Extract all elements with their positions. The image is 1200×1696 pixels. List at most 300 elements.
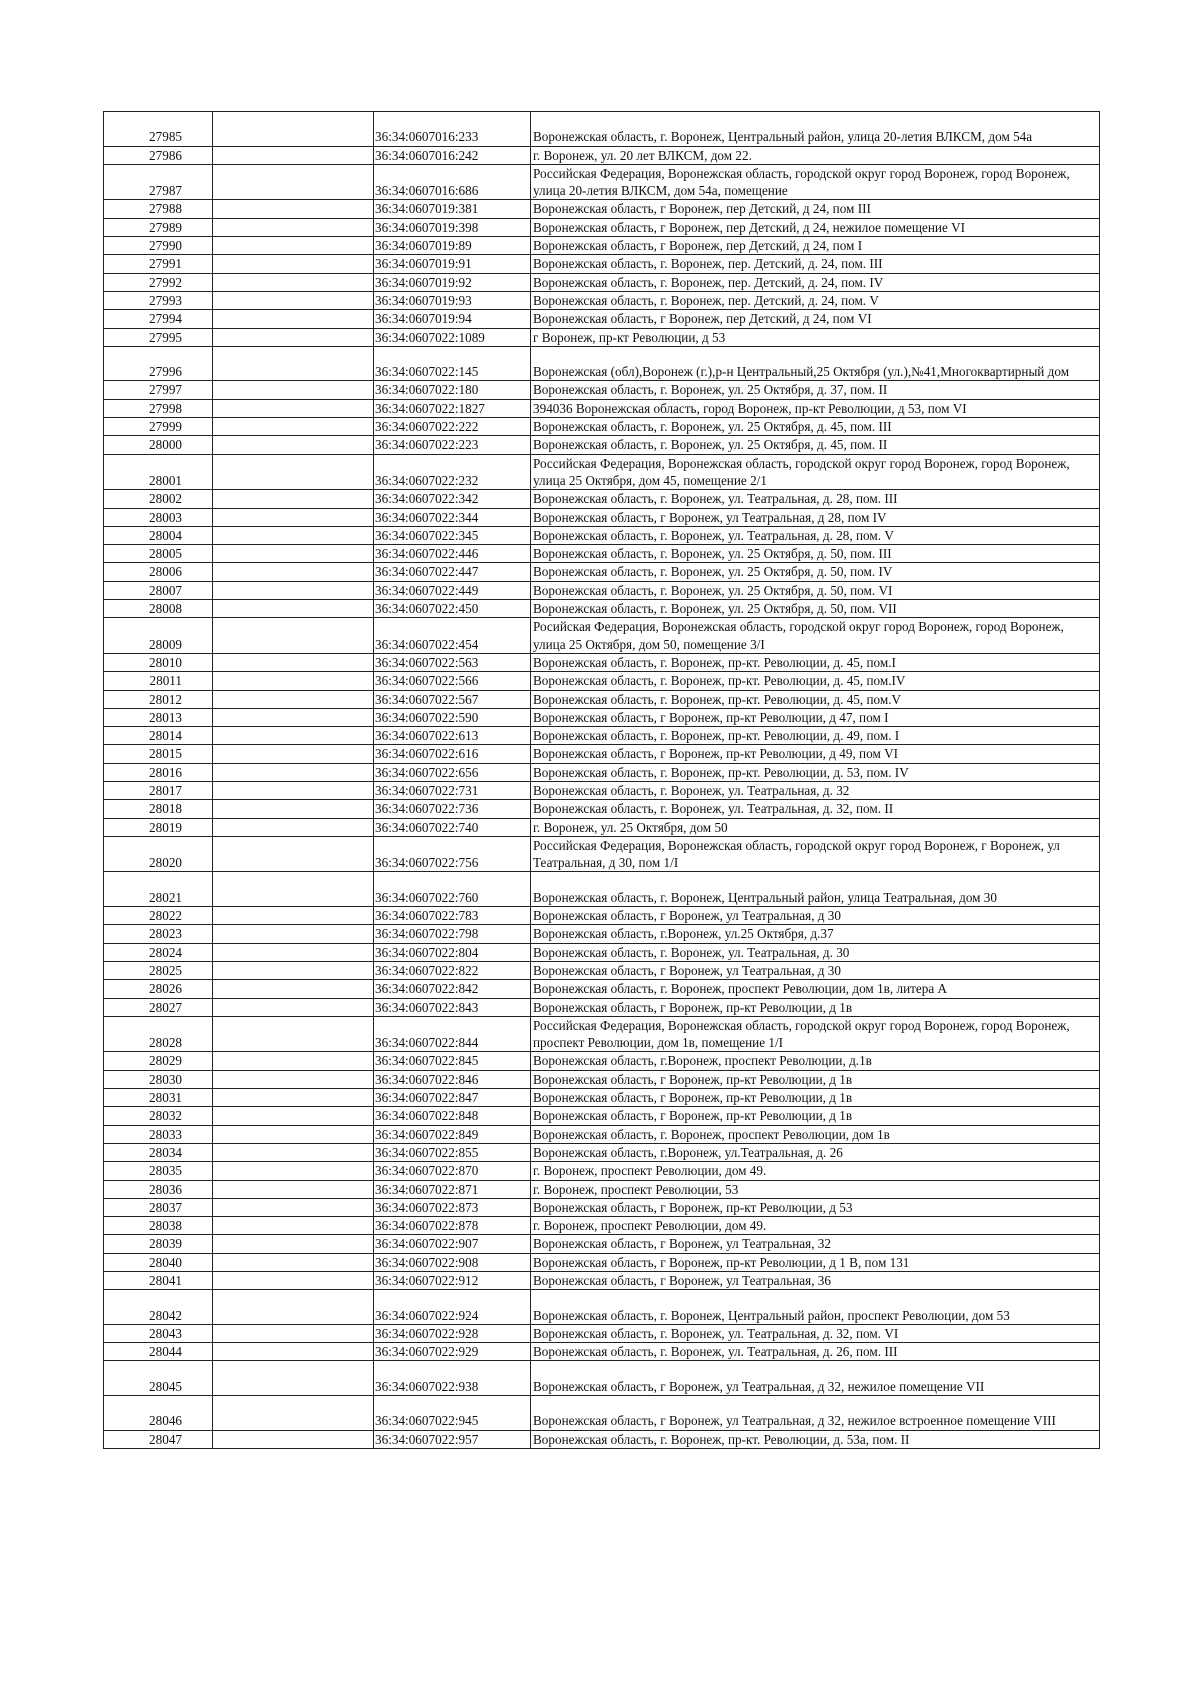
table-row <box>104 1430 1100 1448</box>
empty-cell <box>213 346 374 381</box>
empty-cell <box>213 1198 374 1216</box>
table-row <box>104 980 1100 998</box>
table-row <box>104 1198 1100 1216</box>
cadastral-number-cell: 36:34:0607022:938 <box>374 1361 531 1396</box>
table-row <box>104 508 1100 526</box>
row-number-cell: 28043 <box>104 1324 213 1342</box>
address-cell: Воронежская область, г. Воронеж, ул. 25 Октября, д. 50, пом. VI <box>531 581 1100 599</box>
table-row <box>104 291 1100 309</box>
row-number-cell: 27993 <box>104 291 213 309</box>
cadastral-number-cell: 36:34:0607022:957 <box>374 1430 531 1448</box>
empty-cell <box>213 745 374 763</box>
table-row <box>104 1089 1100 1107</box>
address-cell: Воронежская область, г Воронеж, пр-кт Революции, д 1в <box>531 1107 1100 1125</box>
address-cell: Воронежская область, г Воронеж, пр-кт Революции, д 49, пом VI <box>531 745 1100 763</box>
cadastral-number-cell: 36:34:0607022:924 <box>374 1290 531 1325</box>
cadastral-number-cell: 36:34:0607022:454 <box>374 618 531 654</box>
row-number-cell: 27988 <box>104 200 213 218</box>
row-number-cell: 28023 <box>104 925 213 943</box>
row-number-cell: 28015 <box>104 745 213 763</box>
cadastral-number-cell: 36:34:0607022:1089 <box>374 328 531 346</box>
table-row <box>104 1396 1100 1431</box>
cadastral-number-cell: 36:34:0607022:907 <box>374 1235 531 1253</box>
empty-cell <box>213 1125 374 1143</box>
cadastral-number-cell: 36:34:0607022:447 <box>374 563 531 581</box>
row-number-cell: 28041 <box>104 1272 213 1290</box>
table-row <box>104 1070 1100 1088</box>
address-cell: Воронежская область, г. Воронеж, ул. 25 Октября, д. 45, пом. II <box>531 436 1100 454</box>
empty-cell <box>213 112 374 147</box>
empty-cell <box>213 563 374 581</box>
empty-cell <box>213 800 374 818</box>
empty-cell <box>213 600 374 618</box>
empty-cell <box>213 1162 374 1180</box>
cadastral-number-cell: 36:34:0607022:756 <box>374 836 531 872</box>
table-row <box>104 146 1100 164</box>
table-row <box>104 1016 1100 1052</box>
table-row <box>104 218 1100 236</box>
table-row <box>104 998 1100 1016</box>
row-number-cell: 28003 <box>104 508 213 526</box>
table-row <box>104 273 1100 291</box>
address-cell: Воронежская область, г Воронеж, ул Театральная, д 30 <box>531 907 1100 925</box>
cadastral-number-cell: 36:34:0607022:223 <box>374 436 531 454</box>
cadastral-number-cell: 36:34:0607019:89 <box>374 237 531 255</box>
empty-cell <box>213 1396 374 1431</box>
empty-cell <box>213 1235 374 1253</box>
cadastral-number-cell: 36:34:0607022:871 <box>374 1180 531 1198</box>
table-row <box>104 1162 1100 1180</box>
table-row <box>104 872 1100 907</box>
cadastral-number-cell: 36:34:0607022:590 <box>374 708 531 726</box>
address-cell: Воронежская область, г Воронеж, пр-кт Революции, д 1в <box>531 1089 1100 1107</box>
table-row <box>104 1052 1100 1070</box>
table-row <box>104 672 1100 690</box>
empty-cell <box>213 961 374 979</box>
empty-cell <box>213 872 374 907</box>
cadastral-number-cell: 36:34:0607022:929 <box>374 1343 531 1361</box>
address-cell: Воронежская область, г. Воронеж, ул. Театральная, д. 30 <box>531 943 1100 961</box>
address-cell: Воронежская область, г. Воронеж, ул. Театральная, д. 32, пом. VI <box>531 1324 1100 1342</box>
cadastral-number-cell: 36:34:0607022:760 <box>374 872 531 907</box>
address-cell: Воронежская область, г. Воронеж, пер. Детский, д. 24, пом. IV <box>531 273 1100 291</box>
cadastral-number-cell: 36:34:0607022:870 <box>374 1162 531 1180</box>
row-number-cell: 28046 <box>104 1396 213 1431</box>
row-number-cell: 28028 <box>104 1016 213 1052</box>
table-row <box>104 255 1100 273</box>
table-row <box>104 600 1100 618</box>
table-row <box>104 781 1100 799</box>
address-cell: Воронежская область, г Воронеж, пер Детский, д 24, нежилое помещение VI <box>531 218 1100 236</box>
cadastral-number-cell: 36:34:0607022:232 <box>374 454 531 490</box>
table-row <box>104 690 1100 708</box>
address-cell: Воронежская область, г. Воронеж, ул. 25 Октября, д. 50, пом. VII <box>531 600 1100 618</box>
empty-cell <box>213 291 374 309</box>
cadastral-number-cell: 36:34:0607016:686 <box>374 164 531 200</box>
address-cell: Воронежская область, г. Воронеж, пр-кт. Революции, д. 45, пом.I <box>531 653 1100 671</box>
empty-cell <box>213 526 374 544</box>
row-number-cell: 27998 <box>104 399 213 417</box>
cadastral-number-cell: 36:34:0607022:567 <box>374 690 531 708</box>
row-number-cell: 28007 <box>104 581 213 599</box>
cadastral-number-cell: 36:34:0607019:381 <box>374 200 531 218</box>
cadastral-number-cell: 36:34:0607022:344 <box>374 508 531 526</box>
cadastral-number-cell: 36:34:0607022:849 <box>374 1125 531 1143</box>
row-number-cell: 28021 <box>104 872 213 907</box>
table-row <box>104 1107 1100 1125</box>
empty-cell <box>213 653 374 671</box>
address-cell: Воронежская область, г. Воронеж, ул. 25 Октября, д. 50, пом. IV <box>531 563 1100 581</box>
row-number-cell: 28036 <box>104 1180 213 1198</box>
empty-cell <box>213 218 374 236</box>
table-row <box>104 1343 1100 1361</box>
address-cell: Воронежская область, г Воронеж, ул Театральная, д 32, нежилое встроенное помещение VIII <box>531 1396 1100 1431</box>
address-cell: Воронежская область, г Воронеж, пер Детский, д 24, пом III <box>531 200 1100 218</box>
table-row <box>104 1324 1100 1342</box>
empty-cell <box>213 727 374 745</box>
row-number-cell: 28012 <box>104 690 213 708</box>
register-table <box>103 111 1100 1449</box>
row-number-cell: 28047 <box>104 1430 213 1448</box>
row-number-cell: 28045 <box>104 1361 213 1396</box>
cadastral-number-cell: 36:34:0607022:740 <box>374 818 531 836</box>
empty-cell <box>213 836 374 872</box>
cadastral-number-cell: 36:34:0607022:656 <box>374 763 531 781</box>
row-number-cell: 28016 <box>104 763 213 781</box>
row-number-cell: 27992 <box>104 273 213 291</box>
address-cell: Росийская Федерация, Воронежская область, городской округ город Воронеж, город Воронеж, улица 25 Октября, дом 50, помещение 3/I <box>531 618 1100 654</box>
row-number-cell: 28022 <box>104 907 213 925</box>
row-number-cell: 28042 <box>104 1290 213 1325</box>
table-row <box>104 727 1100 745</box>
empty-cell <box>213 581 374 599</box>
empty-cell <box>213 1290 374 1325</box>
empty-cell <box>213 708 374 726</box>
cadastral-number-cell: 36:34:0607022:908 <box>374 1253 531 1271</box>
empty-cell <box>213 1253 374 1271</box>
empty-cell <box>213 1052 374 1070</box>
table-row <box>104 490 1100 508</box>
address-cell: Воронежская область, г. Воронеж, Центральный район, проспект Революции, дом 53 <box>531 1290 1100 1325</box>
address-cell: Воронежская область, г Воронеж, пр-кт Революции, д 47, пом I <box>531 708 1100 726</box>
table-row <box>104 563 1100 581</box>
cadastral-number-cell: 36:34:0607022:845 <box>374 1052 531 1070</box>
address-cell: Воронежская область, г. Воронеж, ул. Театральная, д. 28, пом. V <box>531 526 1100 544</box>
register-table-body <box>104 112 1100 1449</box>
row-number-cell: 28044 <box>104 1343 213 1361</box>
cadastral-number-cell: 36:34:0607022:736 <box>374 800 531 818</box>
address-cell: Воронежская область, г Воронеж, пр-кт Революции, д 1 В, пом 131 <box>531 1253 1100 1271</box>
cadastral-number-cell: 36:34:0607022:842 <box>374 980 531 998</box>
row-number-cell: 28040 <box>104 1253 213 1271</box>
address-cell: Воронежская область, г Воронеж, пр-кт Революции, д 1в <box>531 998 1100 1016</box>
empty-cell <box>213 146 374 164</box>
row-number-cell: 28019 <box>104 818 213 836</box>
empty-cell <box>213 998 374 1016</box>
row-number-cell: 27985 <box>104 112 213 147</box>
table-row <box>104 1361 1100 1396</box>
table-row <box>104 1272 1100 1290</box>
row-number-cell: 28020 <box>104 836 213 872</box>
cadastral-number-cell: 36:34:0607022:822 <box>374 961 531 979</box>
empty-cell <box>213 781 374 799</box>
row-number-cell: 28039 <box>104 1235 213 1253</box>
empty-cell <box>213 1143 374 1161</box>
cadastral-number-cell: 36:34:0607019:92 <box>374 273 531 291</box>
empty-cell <box>213 980 374 998</box>
address-cell: г. Воронеж, проспект Революции, дом 49. <box>531 1217 1100 1235</box>
table-row <box>104 907 1100 925</box>
row-number-cell: 28005 <box>104 545 213 563</box>
empty-cell <box>213 310 374 328</box>
address-cell: Воронежская область, г Воронеж, пер Детский, д 24, пом VI <box>531 310 1100 328</box>
empty-cell <box>213 1324 374 1342</box>
empty-cell <box>213 1430 374 1448</box>
cadastral-number-cell: 36:34:0607022:446 <box>374 545 531 563</box>
cadastral-number-cell: 36:34:0607022:345 <box>374 526 531 544</box>
table-row <box>104 925 1100 943</box>
empty-cell <box>213 1217 374 1235</box>
table-row <box>104 1217 1100 1235</box>
row-number-cell: 27987 <box>104 164 213 200</box>
empty-cell <box>213 618 374 654</box>
table-row <box>104 1235 1100 1253</box>
empty-cell <box>213 943 374 961</box>
address-cell: Российская Федерация, Воронежская область, городской округ город Воронеж, г Воронеж, ул Театральная, д 30, пом 1/I <box>531 836 1100 872</box>
table-row <box>104 310 1100 328</box>
address-cell: Воронежская область, г. Воронеж, Центральный район, улица 20-летия ВЛКСМ, дом 54а <box>531 112 1100 147</box>
cadastral-number-cell: 36:34:0607019:94 <box>374 310 531 328</box>
cadastral-number-cell: 36:34:0607022:450 <box>374 600 531 618</box>
row-number-cell: 28009 <box>104 618 213 654</box>
table-row <box>104 1180 1100 1198</box>
empty-cell <box>213 381 374 399</box>
row-number-cell: 27997 <box>104 381 213 399</box>
table-row <box>104 1290 1100 1325</box>
empty-cell <box>213 1089 374 1107</box>
address-cell: Воронежская область, г. Воронеж, ул. Театральная, д. 26, пом. III <box>531 1343 1100 1361</box>
cadastral-number-cell: 36:34:0607022:873 <box>374 1198 531 1216</box>
cadastral-number-cell: 36:34:0607022:566 <box>374 672 531 690</box>
row-number-cell: 28013 <box>104 708 213 726</box>
address-cell: Воронежская (обл),Воронеж (г.),р-н Центральный,25 Октября (ул.),№41,Многоквартирный дом <box>531 346 1100 381</box>
empty-cell <box>213 164 374 200</box>
cadastral-number-cell: 36:34:0607022:843 <box>374 998 531 1016</box>
table-row <box>104 961 1100 979</box>
address-cell: Воронежская область, г.Воронеж, ул.Театральная, д. 26 <box>531 1143 1100 1161</box>
empty-cell <box>213 418 374 436</box>
empty-cell <box>213 907 374 925</box>
empty-cell <box>213 255 374 273</box>
row-number-cell: 28011 <box>104 672 213 690</box>
row-number-cell: 28031 <box>104 1089 213 1107</box>
cadastral-number-cell: 36:34:0607019:398 <box>374 218 531 236</box>
table-row <box>104 200 1100 218</box>
table-row <box>104 1253 1100 1271</box>
row-number-cell: 28026 <box>104 980 213 998</box>
address-cell: 394036 Воронежская область, город Воронеж, пр-кт Революции, д 53, пом VI <box>531 399 1100 417</box>
cadastral-number-cell: 36:34:0607022:912 <box>374 1272 531 1290</box>
empty-cell <box>213 328 374 346</box>
cadastral-number-cell: 36:34:0607022:449 <box>374 581 531 599</box>
row-number-cell: 27995 <box>104 328 213 346</box>
table-row <box>104 618 1100 654</box>
address-cell: Воронежская область, г Воронеж, ул Театральная, 36 <box>531 1272 1100 1290</box>
row-number-cell: 28000 <box>104 436 213 454</box>
address-cell: Воронежская область, г. Воронеж, ул. 25 Октября, д. 45, пом. III <box>531 418 1100 436</box>
row-number-cell: 28010 <box>104 653 213 671</box>
row-number-cell: 28037 <box>104 1198 213 1216</box>
cadastral-number-cell: 36:34:0607019:91 <box>374 255 531 273</box>
row-number-cell: 27996 <box>104 346 213 381</box>
address-cell: Воронежская область, г. Воронеж, пр-кт. Революции, д. 45, пом.V <box>531 690 1100 708</box>
row-number-cell: 28018 <box>104 800 213 818</box>
row-number-cell: 28002 <box>104 490 213 508</box>
address-cell: Воронежская область, г. Воронеж, проспект Революции, дом 1в, литера А <box>531 980 1100 998</box>
cadastral-number-cell: 36:34:0607022:847 <box>374 1089 531 1107</box>
row-number-cell: 28004 <box>104 526 213 544</box>
empty-cell <box>213 672 374 690</box>
table-row <box>104 653 1100 671</box>
cadastral-number-cell: 36:34:0607022:616 <box>374 745 531 763</box>
empty-cell <box>213 1343 374 1361</box>
address-cell: Российская Федерация, Воронежская область, городской округ город Воронеж, город Воронеж, улица 25 Октября, дом 45, помещение 2/1 <box>531 454 1100 490</box>
row-number-cell: 28017 <box>104 781 213 799</box>
empty-cell <box>213 925 374 943</box>
table-row <box>104 436 1100 454</box>
address-cell: Воронежская область, г. Воронеж, ул. 25 Октября, д. 50, пом. III <box>531 545 1100 563</box>
table-row <box>104 836 1100 872</box>
row-number-cell: 28035 <box>104 1162 213 1180</box>
row-number-cell: 28034 <box>104 1143 213 1161</box>
empty-cell <box>213 273 374 291</box>
empty-cell <box>213 399 374 417</box>
address-cell: Воронежская область, г. Воронеж, пер. Детский, д. 24, пом. III <box>531 255 1100 273</box>
address-cell: Воронежская область, г Воронеж, ул Театральная, д 32, нежилое помещение VII <box>531 1361 1100 1396</box>
cadastral-number-cell: 36:34:0607022:798 <box>374 925 531 943</box>
empty-cell <box>213 508 374 526</box>
address-cell: Воронежская область, г Воронеж, ул Театральная, д 28, пом IV <box>531 508 1100 526</box>
cadastral-number-cell: 36:34:0607022:844 <box>374 1016 531 1052</box>
cadastral-number-cell: 36:34:0607016:233 <box>374 112 531 147</box>
empty-cell <box>213 1070 374 1088</box>
address-cell: Воронежская область, г. Воронеж, ул. Театральная, д. 32 <box>531 781 1100 799</box>
cadastral-number-cell: 36:34:0607022:878 <box>374 1217 531 1235</box>
address-cell: Воронежская область, г Воронеж, ул Театральная, д 30 <box>531 961 1100 979</box>
table-row <box>104 526 1100 544</box>
table-row <box>104 399 1100 417</box>
address-cell: Воронежская область, г Воронеж, пр-кт Революции, д 1в <box>531 1070 1100 1088</box>
empty-cell <box>213 1180 374 1198</box>
table-row <box>104 418 1100 436</box>
row-number-cell: 27999 <box>104 418 213 436</box>
row-number-cell: 28038 <box>104 1217 213 1235</box>
address-cell: г. Воронеж, ул. 20 лет ВЛКСМ, дом 22. <box>531 146 1100 164</box>
cadastral-number-cell: 36:34:0607022:804 <box>374 943 531 961</box>
table-row <box>104 745 1100 763</box>
address-cell: Воронежская область, г.Воронеж, ул.25 Октября, д.37 <box>531 925 1100 943</box>
empty-cell <box>213 545 374 563</box>
row-number-cell: 27989 <box>104 218 213 236</box>
row-number-cell: 27994 <box>104 310 213 328</box>
table-row <box>104 381 1100 399</box>
row-number-cell: 27990 <box>104 237 213 255</box>
table-row <box>104 454 1100 490</box>
address-cell: Воронежская область, г. Воронеж, пр-кт. Революции, д. 49, пом. I <box>531 727 1100 745</box>
row-number-cell: 28033 <box>104 1125 213 1143</box>
empty-cell <box>213 1016 374 1052</box>
cadastral-number-cell: 36:34:0607022:1827 <box>374 399 531 417</box>
table-row <box>104 545 1100 563</box>
table-row <box>104 1125 1100 1143</box>
cadastral-number-cell: 36:34:0607019:93 <box>374 291 531 309</box>
table-row <box>104 708 1100 726</box>
table-row <box>104 818 1100 836</box>
table-row <box>104 943 1100 961</box>
table-row <box>104 800 1100 818</box>
empty-cell <box>213 436 374 454</box>
address-cell: Воронежская область, г. Воронеж, проспект Революции, дом 1в <box>531 1125 1100 1143</box>
row-number-cell: 28027 <box>104 998 213 1016</box>
address-cell: г. Воронеж, проспект Революции, дом 49. <box>531 1162 1100 1180</box>
empty-cell <box>213 818 374 836</box>
empty-cell <box>213 1107 374 1125</box>
address-cell: Воронежская область, г Воронеж, пр-кт Революции, д 53 <box>531 1198 1100 1216</box>
cadastral-number-cell: 36:34:0607016:242 <box>374 146 531 164</box>
address-cell: Воронежская область, г. Воронеж, пр-кт. Революции, д. 53а, пом. II <box>531 1430 1100 1448</box>
address-cell: г. Воронеж, ул. 25 Октября, дом 50 <box>531 818 1100 836</box>
address-cell: г Воронеж, пр-кт Революции, д 53 <box>531 328 1100 346</box>
row-number-cell: 28029 <box>104 1052 213 1070</box>
table-row <box>104 237 1100 255</box>
cadastral-number-cell: 36:34:0607022:180 <box>374 381 531 399</box>
table-row <box>104 763 1100 781</box>
empty-cell <box>213 237 374 255</box>
cadastral-number-cell: 36:34:0607022:928 <box>374 1324 531 1342</box>
cadastral-number-cell: 36:34:0607022:783 <box>374 907 531 925</box>
empty-cell <box>213 200 374 218</box>
cadastral-number-cell: 36:34:0607022:563 <box>374 653 531 671</box>
cadastral-number-cell: 36:34:0607022:222 <box>374 418 531 436</box>
empty-cell <box>213 690 374 708</box>
address-cell: г. Воронеж, проспект Революции, 53 <box>531 1180 1100 1198</box>
address-cell: Воронежская область, г. Воронеж, пр-кт. Революции, д. 53, пом. IV <box>531 763 1100 781</box>
address-cell: Воронежская область, г. Воронеж, пр-кт. Революции, д. 45, пом.IV <box>531 672 1100 690</box>
cadastral-number-cell: 36:34:0607022:846 <box>374 1070 531 1088</box>
table-row <box>104 112 1100 147</box>
row-number-cell: 28025 <box>104 961 213 979</box>
table-row <box>104 581 1100 599</box>
address-cell: Воронежская область, г.Воронеж, проспект Революции, д.1в <box>531 1052 1100 1070</box>
address-cell: Российская Федерация, Воронежская область, городской округ город Воронеж, город Воронеж, проспект Революции, дом 1в, помещение 1/I <box>531 1016 1100 1052</box>
table-row <box>104 164 1100 200</box>
address-cell: Воронежская область, г Воронеж, ул Театральная, 32 <box>531 1235 1100 1253</box>
address-cell: Воронежская область, г. Воронеж, ул. Театральная, д. 28, пом. III <box>531 490 1100 508</box>
row-number-cell: 28014 <box>104 727 213 745</box>
address-cell: Воронежская область, г. Воронеж, ул. 25 Октября, д. 37, пом. II <box>531 381 1100 399</box>
empty-cell <box>213 1361 374 1396</box>
address-cell: Воронежская область, г. Воронеж, пер. Детский, д. 24, пом. V <box>531 291 1100 309</box>
row-number-cell: 28008 <box>104 600 213 618</box>
cadastral-number-cell: 36:34:0607022:145 <box>374 346 531 381</box>
address-cell: Российская Федерация, Воронежская область, городской округ город Воронеж, город Воронеж, улица 20-летия ВЛКСМ, дом 54а, помещение <box>531 164 1100 200</box>
cadastral-number-cell: 36:34:0607022:731 <box>374 781 531 799</box>
row-number-cell: 27986 <box>104 146 213 164</box>
row-number-cell: 28006 <box>104 563 213 581</box>
row-number-cell: 28030 <box>104 1070 213 1088</box>
row-number-cell: 28032 <box>104 1107 213 1125</box>
empty-cell <box>213 454 374 490</box>
